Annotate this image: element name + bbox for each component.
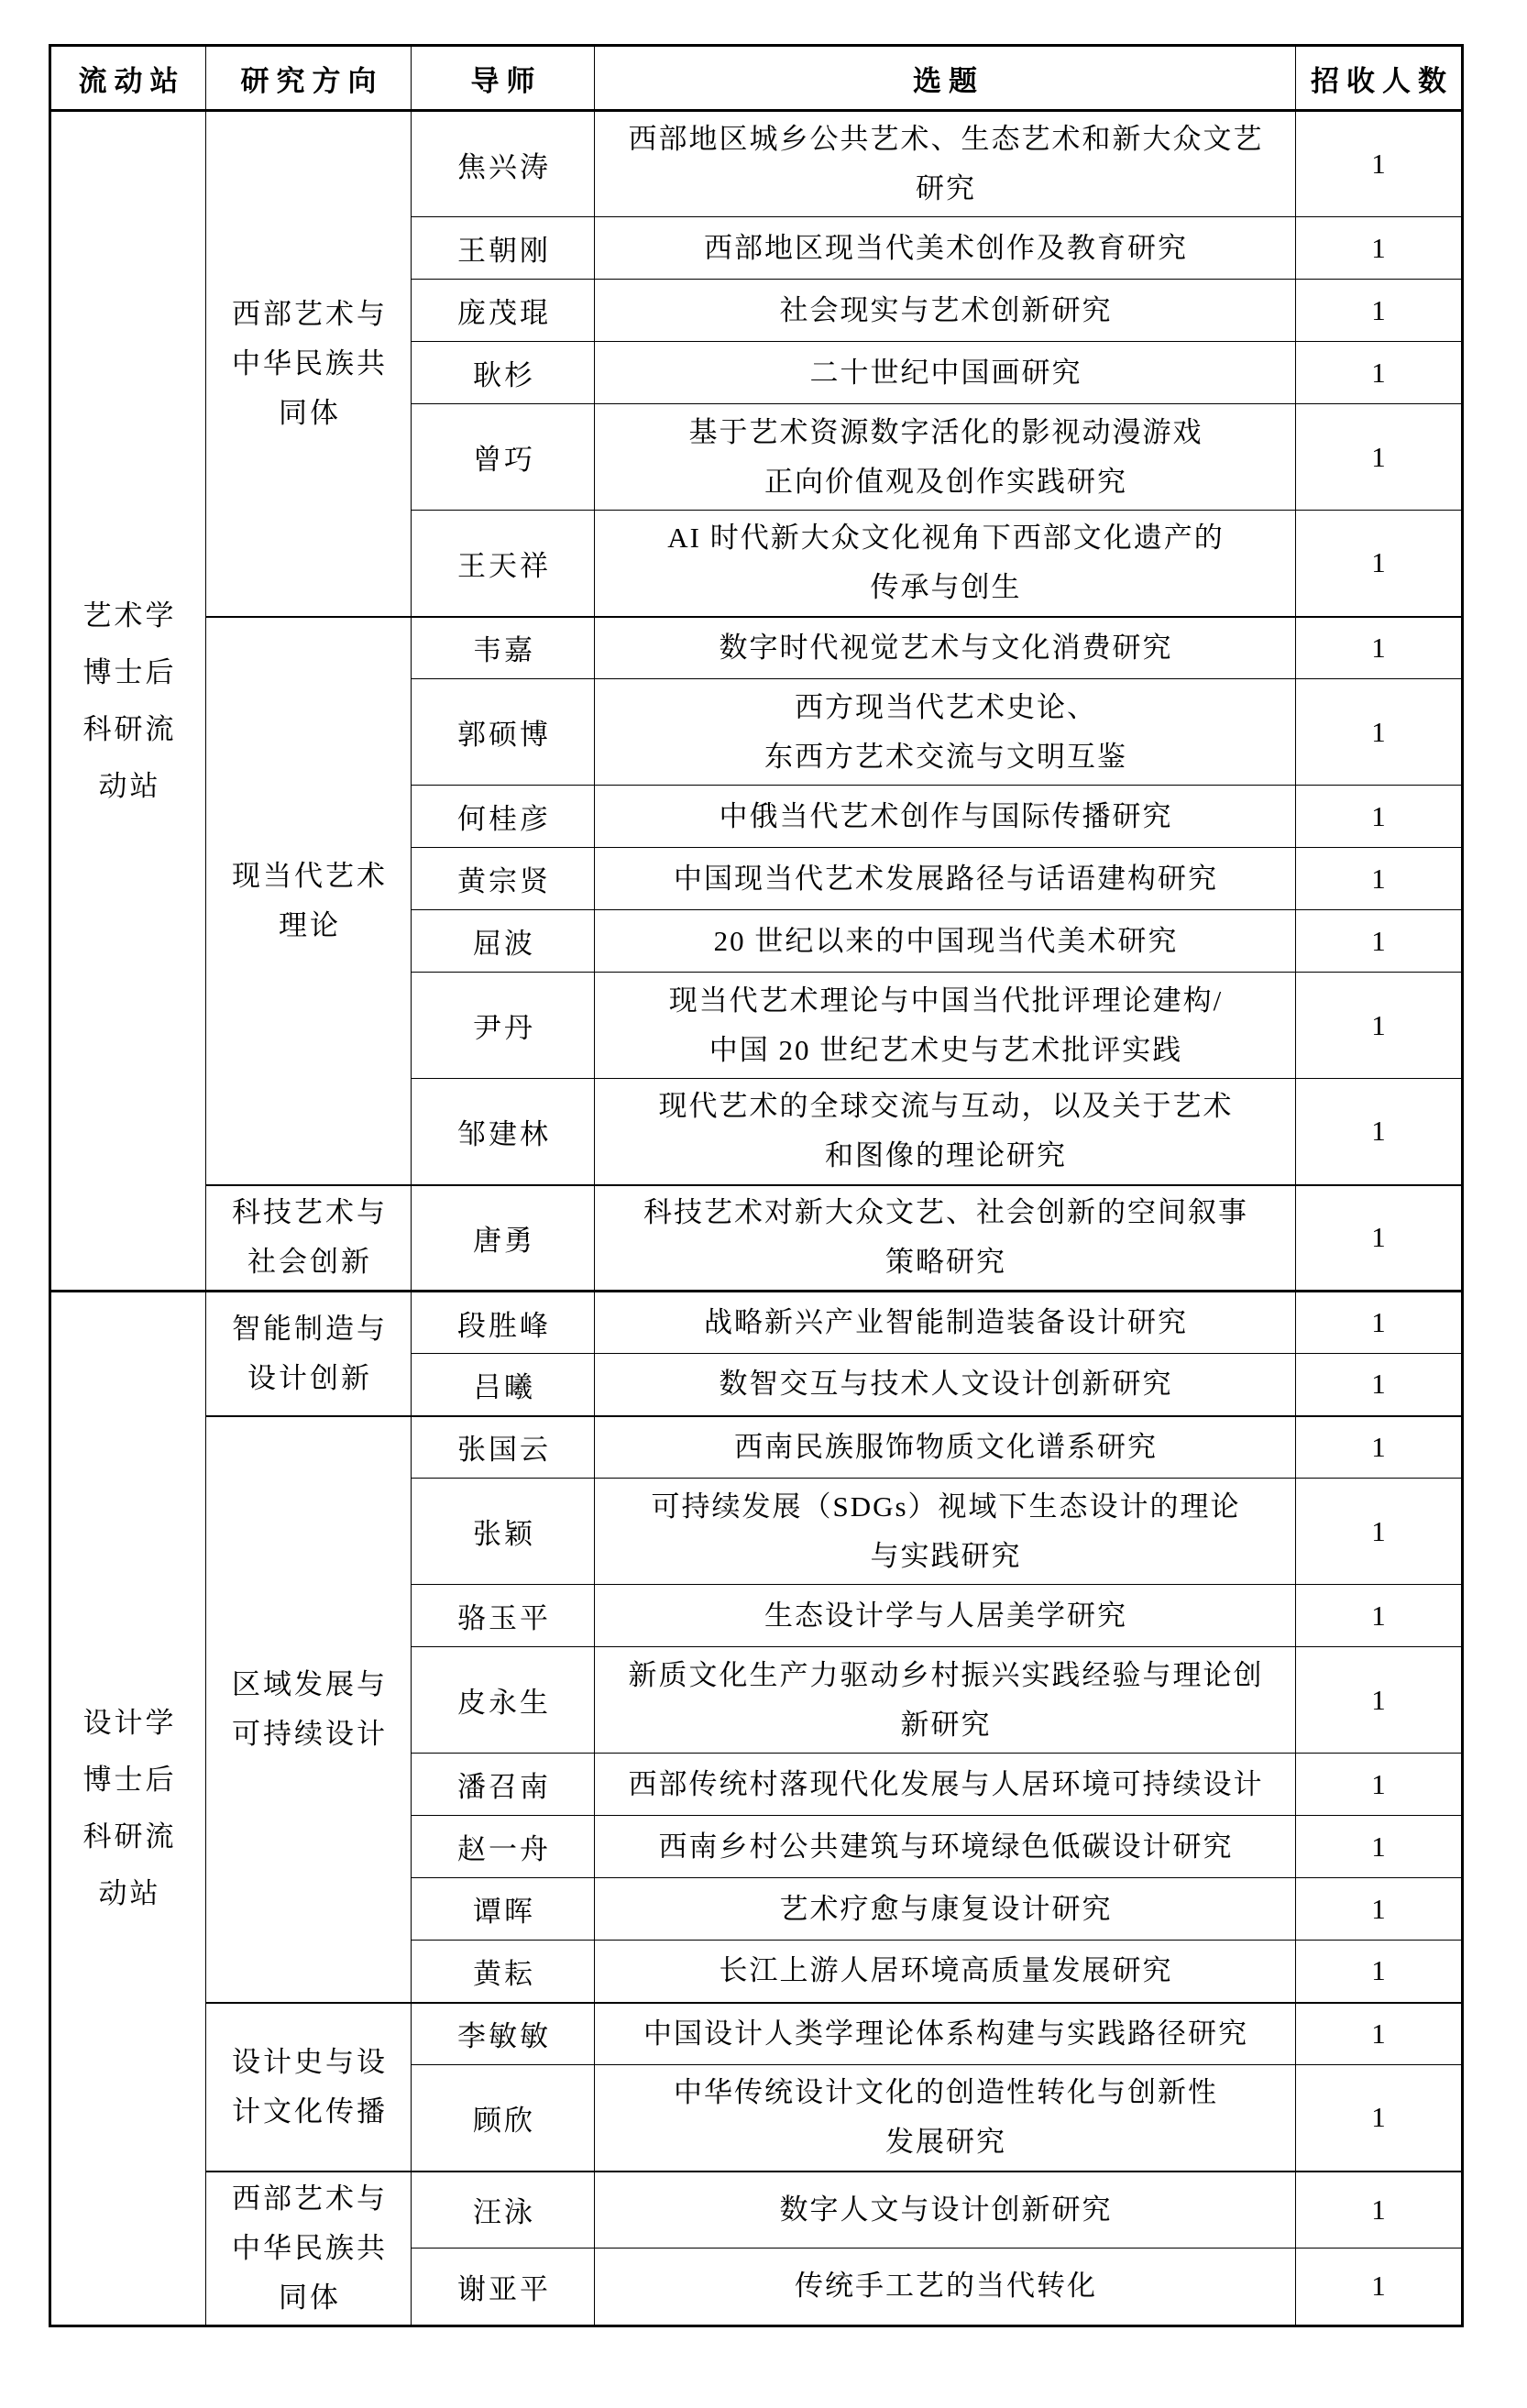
topic-cell bbox=[595, 2249, 1296, 2326]
advisor-cell: 谢亚平 bbox=[412, 2249, 595, 2326]
text-line: 中华传统设计文化的创造性转化与创新性 bbox=[674, 2076, 1218, 2109]
advisor-cell: 张国云 bbox=[412, 1416, 595, 1479]
advisor-cell: 谭晖 bbox=[412, 1878, 595, 1941]
topic-cell bbox=[595, 404, 1296, 511]
count-cell: 1 bbox=[1296, 342, 1463, 404]
advisor-cell: 屈波 bbox=[412, 910, 595, 973]
text-line: 西部传统村落现代化发展与人居环境可持续设计 bbox=[628, 1767, 1264, 1800]
station-cell bbox=[50, 1292, 206, 2326]
text-line: 设计学 bbox=[82, 1706, 177, 1739]
text-line: 西南民族服饰物质文化谱系研究 bbox=[734, 1430, 1158, 1463]
text-line: 中国现当代艺术发展路径与话语建构研究 bbox=[674, 862, 1218, 895]
topic-cell bbox=[595, 1079, 1296, 1185]
advisor-cell: 皮永生 bbox=[412, 1647, 595, 1754]
text-line: 西部艺术与 bbox=[232, 2182, 388, 2215]
count-cell: 1 bbox=[1296, 404, 1463, 511]
table-row bbox=[50, 2172, 1463, 2249]
count-cell: 1 bbox=[1296, 1416, 1463, 1479]
text-line: 正向价值观及创作实践研究 bbox=[764, 465, 1127, 498]
table-row bbox=[50, 2003, 1463, 2065]
topic-cell bbox=[595, 111, 1296, 217]
text-line: 研究 bbox=[916, 172, 976, 204]
advisor-cell: 潘召南 bbox=[412, 1754, 595, 1816]
text-line: 科技艺术与 bbox=[232, 1196, 388, 1229]
advisor-cell: 韦嘉 bbox=[412, 617, 595, 679]
table-row bbox=[50, 1292, 1463, 1354]
count-cell: 1 bbox=[1296, 973, 1463, 1079]
topic-cell bbox=[595, 1416, 1296, 1479]
count-cell: 1 bbox=[1296, 848, 1463, 910]
text-line: 可持续发展（SDGs）视域下生态设计的理论 bbox=[651, 1490, 1241, 1523]
topic-cell bbox=[595, 1816, 1296, 1878]
topic-cell bbox=[595, 1292, 1296, 1354]
text-line: 动站 bbox=[98, 769, 161, 802]
text-line: 西南乡村公共建筑与环境绿色低碳设计研究 bbox=[658, 1830, 1234, 1863]
text-line: 理论 bbox=[279, 908, 341, 941]
count-cell: 1 bbox=[1296, 617, 1463, 679]
text-line: 中华民族共 bbox=[232, 346, 388, 379]
text-line: 艺术学 bbox=[82, 599, 177, 632]
text-line: 新质文化生产力驱动乡村振兴实践经验与理论创 bbox=[628, 1658, 1264, 1691]
recruitment-table bbox=[49, 44, 1464, 2327]
text-line: 西部艺术与 bbox=[232, 297, 388, 330]
text-line: 西方现当代艺术史论、 bbox=[795, 690, 1097, 723]
count-cell: 1 bbox=[1296, 910, 1463, 973]
advisor-cell: 吕曦 bbox=[412, 1354, 595, 1416]
text-line: 设计创新 bbox=[247, 1361, 372, 1394]
text-line: 科研流 bbox=[82, 712, 177, 745]
text-line: 可持续设计 bbox=[232, 1717, 388, 1750]
column-header: 研究方向 bbox=[206, 46, 412, 111]
advisor-cell: 赵一舟 bbox=[412, 1816, 595, 1878]
text-line: 现当代艺术 bbox=[232, 859, 388, 892]
direction-cell bbox=[206, 1185, 412, 1292]
advisor-cell: 焦兴涛 bbox=[412, 111, 595, 217]
direction-cell bbox=[206, 2003, 412, 2172]
text-line: 科技艺术对新大众文艺、社会创新的空间叙事 bbox=[643, 1196, 1248, 1229]
count-cell: 1 bbox=[1296, 1754, 1463, 1816]
advisor-cell: 唐勇 bbox=[412, 1185, 595, 1292]
direction-cell bbox=[206, 617, 412, 1185]
count-cell: 1 bbox=[1296, 1816, 1463, 1878]
text-line: 数字时代视觉艺术与文化消费研究 bbox=[719, 631, 1173, 664]
topic-cell bbox=[595, 342, 1296, 404]
topic-cell bbox=[595, 217, 1296, 280]
advisor-cell: 李敏敏 bbox=[412, 2003, 595, 2065]
count-cell: 1 bbox=[1296, 1079, 1463, 1185]
advisor-cell: 黄耘 bbox=[412, 1941, 595, 2003]
topic-cell bbox=[595, 617, 1296, 679]
count-cell: 1 bbox=[1296, 1585, 1463, 1647]
count-cell: 1 bbox=[1296, 2003, 1463, 2065]
advisor-cell: 庞茂琨 bbox=[412, 280, 595, 342]
count-cell: 1 bbox=[1296, 2065, 1463, 2172]
count-cell: 1 bbox=[1296, 679, 1463, 786]
column-header: 选题 bbox=[595, 46, 1296, 111]
column-header: 流动站 bbox=[50, 46, 206, 111]
topic-cell bbox=[595, 1354, 1296, 1416]
topic-cell bbox=[595, 679, 1296, 786]
advisor-cell: 曾巧 bbox=[412, 404, 595, 511]
text-line: 西部地区现当代美术创作及教育研究 bbox=[704, 231, 1188, 264]
text-line: AI 时代新大众文化视角下西部文化遗产的 bbox=[667, 522, 1225, 555]
advisor-cell: 段胜峰 bbox=[412, 1292, 595, 1354]
topic-cell bbox=[595, 1941, 1296, 2003]
topic-cell bbox=[595, 1585, 1296, 1647]
topic-cell bbox=[595, 848, 1296, 910]
topic-cell bbox=[595, 973, 1296, 1079]
topic-cell bbox=[595, 1754, 1296, 1816]
count-cell: 1 bbox=[1296, 1185, 1463, 1292]
text-line: 现代艺术的全球交流与互动，以及关于艺术 bbox=[658, 1090, 1234, 1123]
table-header bbox=[50, 46, 1463, 111]
count-cell: 1 bbox=[1296, 280, 1463, 342]
text-line: 与实践研究 bbox=[870, 1539, 1022, 1572]
topic-cell bbox=[595, 2003, 1296, 2065]
topic-cell bbox=[595, 2172, 1296, 2249]
text-line: 和图像的理论研究 bbox=[825, 1139, 1067, 1172]
topic-cell bbox=[595, 910, 1296, 973]
advisor-cell: 耿杉 bbox=[412, 342, 595, 404]
advisor-cell: 何桂彦 bbox=[412, 786, 595, 848]
text-line: 中华民族共 bbox=[232, 2231, 388, 2264]
text-line: 设计史与设 bbox=[232, 2045, 388, 2078]
text-line: 动站 bbox=[98, 1876, 161, 1909]
advisor-cell: 王天祥 bbox=[412, 511, 595, 617]
text-line: 传承与创生 bbox=[870, 571, 1022, 604]
text-line: 数字人文与设计创新研究 bbox=[779, 2193, 1113, 2226]
column-header: 导师 bbox=[412, 46, 595, 111]
count-cell: 1 bbox=[1296, 1479, 1463, 1585]
text-line: 现当代艺术理论与中国当代批评理论建构/ bbox=[668, 984, 1224, 1017]
text-line: 基于艺术资源数字活化的影视动漫游戏 bbox=[688, 415, 1203, 448]
text-line: 中国设计人类学理论体系构建与实践路径研究 bbox=[643, 2017, 1248, 2050]
text-line: 社会现实与艺术创新研究 bbox=[779, 293, 1113, 326]
count-cell: 1 bbox=[1296, 1941, 1463, 2003]
topic-cell bbox=[595, 2065, 1296, 2172]
text-line: 科研流 bbox=[82, 1820, 177, 1853]
advisor-cell: 顾欣 bbox=[412, 2065, 595, 2172]
text-line: 区域发展与 bbox=[232, 1667, 388, 1700]
advisor-cell: 骆玉平 bbox=[412, 1585, 595, 1647]
table-row bbox=[50, 617, 1463, 679]
header-row bbox=[50, 46, 1463, 111]
advisor-cell: 汪泳 bbox=[412, 2172, 595, 2249]
topic-cell bbox=[595, 511, 1296, 617]
text-line: 艺术疗愈与康复设计研究 bbox=[779, 1892, 1113, 1925]
count-cell: 1 bbox=[1296, 2249, 1463, 2326]
count-cell: 1 bbox=[1296, 1647, 1463, 1754]
topic-cell bbox=[595, 1479, 1296, 1585]
count-cell: 1 bbox=[1296, 1878, 1463, 1941]
count-cell: 1 bbox=[1296, 217, 1463, 280]
text-line: 东西方艺术交流与文明互鉴 bbox=[764, 740, 1127, 773]
count-cell: 1 bbox=[1296, 1292, 1463, 1354]
topic-cell bbox=[595, 1878, 1296, 1941]
text-line: 社会创新 bbox=[247, 1246, 372, 1279]
topic-cell bbox=[595, 280, 1296, 342]
text-line: 发展研究 bbox=[885, 2126, 1006, 2159]
text-line: 智能制造与 bbox=[232, 1312, 388, 1345]
text-line: 策略研究 bbox=[885, 1246, 1006, 1279]
direction-cell bbox=[206, 111, 412, 617]
advisor-cell: 王朝刚 bbox=[412, 217, 595, 280]
text-line: 西部地区城乡公共艺术、生态艺术和新大众文艺 bbox=[628, 123, 1264, 155]
text-line: 同体 bbox=[279, 396, 341, 429]
text-line: 中国 20 世纪艺术史与艺术批评实践 bbox=[709, 1033, 1183, 1066]
advisor-cell: 郭硕博 bbox=[412, 679, 595, 786]
count-cell: 1 bbox=[1296, 786, 1463, 848]
topic-cell bbox=[595, 786, 1296, 848]
text-line: 博士后 bbox=[82, 655, 177, 688]
text-line: 20 世纪以来的中国现当代美术研究 bbox=[713, 924, 1179, 957]
direction-cell bbox=[206, 1292, 412, 1416]
count-cell: 1 bbox=[1296, 111, 1463, 217]
direction-cell bbox=[206, 2172, 412, 2326]
text-line: 新研究 bbox=[900, 1708, 992, 1741]
text-line: 长江上游人居环境高质量发展研究 bbox=[719, 1954, 1173, 1987]
count-cell: 1 bbox=[1296, 1354, 1463, 1416]
topic-cell bbox=[595, 1647, 1296, 1754]
advisor-cell: 黄宗贤 bbox=[412, 848, 595, 910]
text-line: 二十世纪中国画研究 bbox=[809, 356, 1082, 389]
text-line: 计文化传播 bbox=[232, 2095, 388, 2128]
table-row bbox=[50, 1185, 1463, 1292]
count-cell: 1 bbox=[1296, 511, 1463, 617]
table-row bbox=[50, 111, 1463, 217]
text-line: 博士后 bbox=[82, 1763, 177, 1796]
text-line: 中俄当代艺术创作与国际传播研究 bbox=[719, 799, 1173, 832]
advisor-cell: 张颖 bbox=[412, 1479, 595, 1585]
text-line: 传统手工艺的当代转化 bbox=[795, 2270, 1097, 2303]
text-line: 生态设计学与人居美学研究 bbox=[764, 1599, 1127, 1632]
count-cell: 1 bbox=[1296, 2172, 1463, 2249]
text-line: 同体 bbox=[279, 2281, 341, 2314]
text-line: 战略新兴产业智能制造装备设计研究 bbox=[704, 1306, 1188, 1338]
column-header: 招收人数 bbox=[1296, 46, 1463, 111]
station-cell bbox=[50, 111, 206, 1292]
table-body bbox=[50, 111, 1463, 2326]
table-row bbox=[50, 1416, 1463, 1479]
text-line: 数智交互与技术人文设计创新研究 bbox=[719, 1368, 1173, 1401]
direction-cell bbox=[206, 1416, 412, 2003]
topic-cell bbox=[595, 1185, 1296, 1292]
advisor-cell: 尹丹 bbox=[412, 973, 595, 1079]
advisor-cell: 邹建林 bbox=[412, 1079, 595, 1185]
